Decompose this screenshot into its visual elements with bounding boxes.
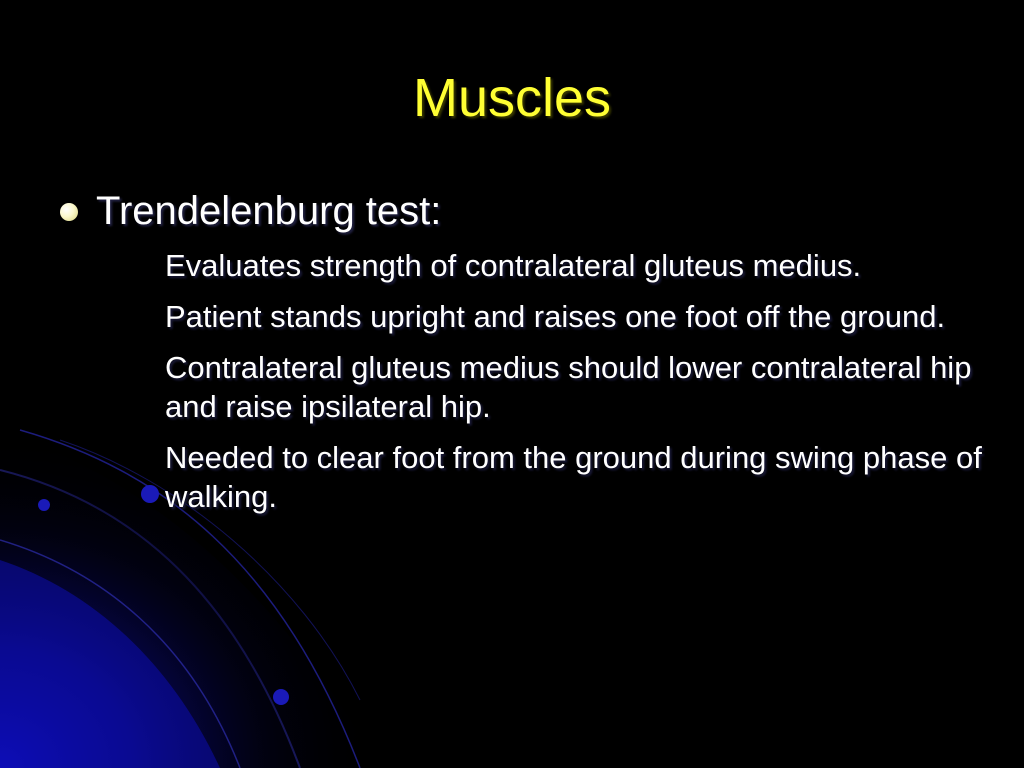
sub-bullet-item: Patient stands upright and raises one foot off the ground. — [165, 299, 946, 334]
decor-dot — [141, 485, 159, 503]
slide-title: Muscles — [412, 68, 612, 128]
sub-bullet-list — [165, 246, 985, 528]
bullet-item — [60, 186, 441, 236]
decor-dot — [38, 499, 50, 511]
sub-bullet-item: Evaluates strength of contralateral gluteus medius. — [165, 248, 862, 283]
sub-bullet-item: Needed to clear foot from the ground during swing phase of walking. — [165, 440, 982, 514]
decor-dot — [273, 689, 289, 705]
sub-bullet-item: Contralateral gluteus medius should lower contralateral hip and raise ipsilateral hip. — [165, 350, 972, 424]
bullet-dot-icon — [60, 203, 78, 221]
bullet-text: Trendelenburg test: — [96, 189, 442, 233]
